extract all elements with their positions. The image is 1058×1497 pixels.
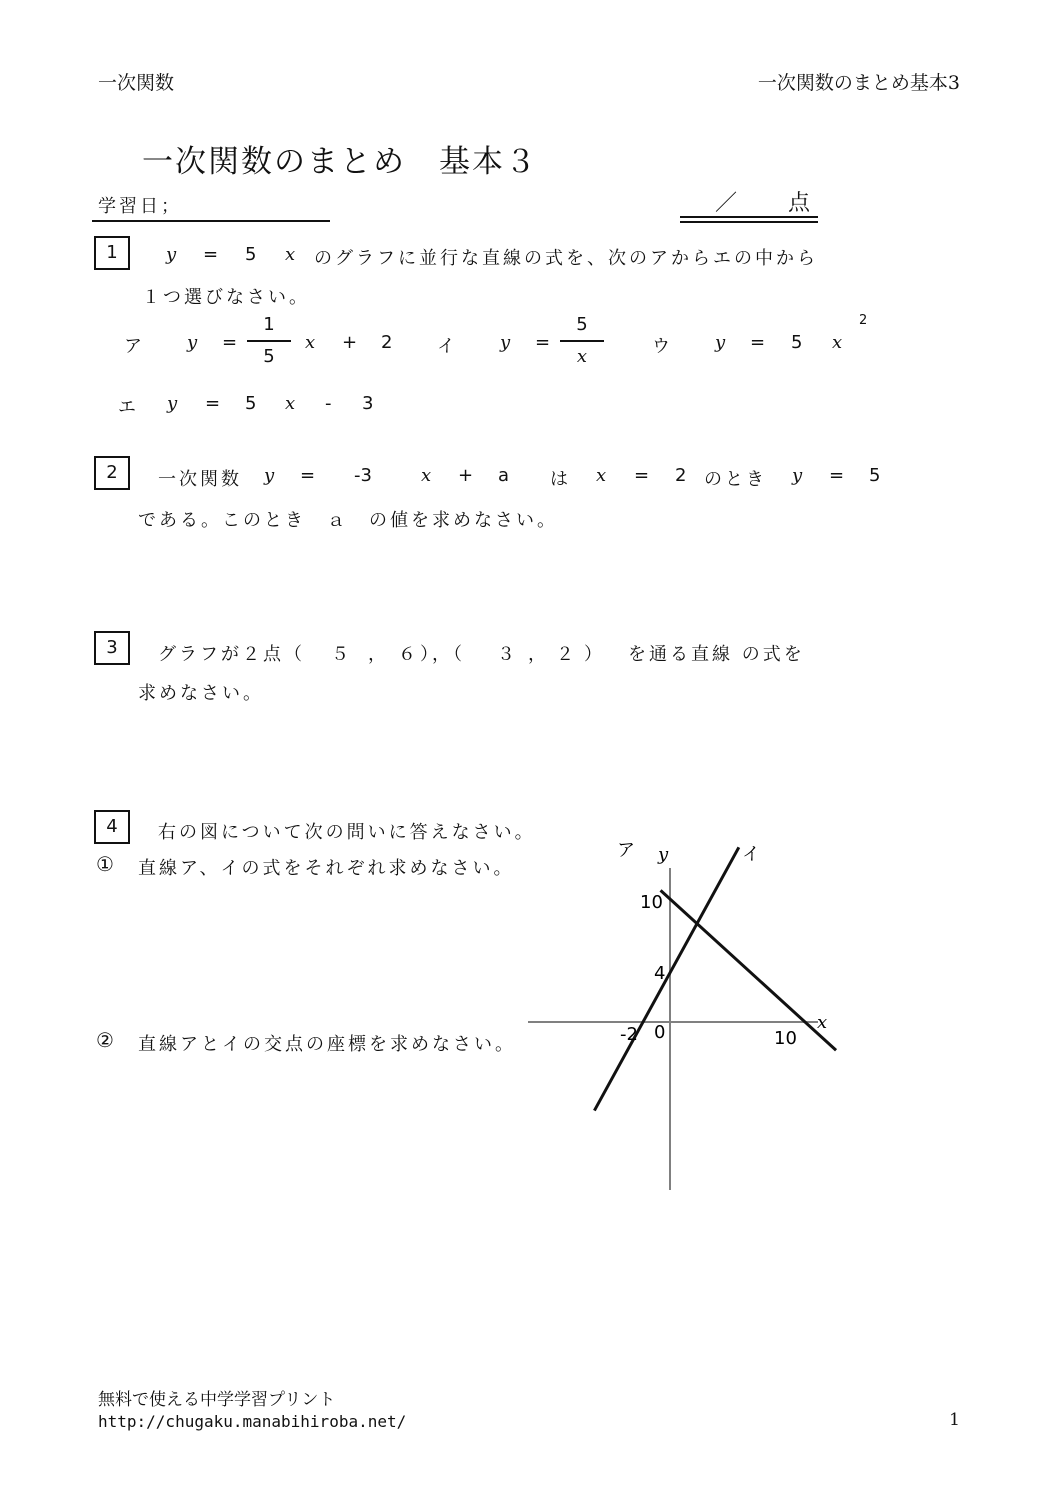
tick-x-10: 10 (774, 1028, 797, 1049)
question-4-number: 4 (94, 810, 130, 844)
line-a (661, 890, 837, 1050)
q4-sub1-text: 直線ア、イの式をそれぞれ求めなさい。 (138, 858, 515, 879)
q2-x2: x (596, 465, 607, 486)
option-u-label: ウ (652, 336, 673, 357)
score-line-2 (680, 221, 818, 223)
footer-url[interactable]: http://chugaku.manabihiroba.net/ (98, 1412, 407, 1431)
q2-y-value: 5 (869, 465, 881, 486)
tick-y-4: 4 (654, 963, 666, 984)
score-unit: 点 (788, 191, 811, 216)
option-a-fraction (247, 313, 291, 369)
option-a-y: y (187, 332, 198, 353)
q3-p2-y: ２ (556, 644, 574, 665)
option-e-constant: 3 (362, 393, 374, 414)
q4-sub2-mark: ② (96, 1028, 114, 1052)
q2-equals2: = (634, 465, 650, 486)
question-1-number: 1 (94, 236, 130, 270)
q2-label: 一次関数 (158, 469, 242, 490)
q3-p1-y: ６ (398, 644, 416, 665)
q2-x-value: 2 (675, 465, 687, 486)
q3-text-b: を通る直線 の式を (628, 644, 805, 665)
option-u-x: x (832, 332, 843, 353)
tick-x-minus-2: -2 (620, 1024, 638, 1045)
q3-text-a: グラフが２点（ (158, 644, 305, 665)
option-i-equals: = (535, 332, 551, 353)
q2-text-line2: である。このとき ａ の値を求めなさい。 (138, 510, 558, 531)
q2-y: y (264, 465, 275, 486)
tick-y-10: 10 (640, 892, 663, 913)
q1-text-line2: １つ選びなさい。 (142, 287, 310, 308)
option-u-exponent: 2 (859, 313, 868, 328)
option-a-numerator: 1 (263, 314, 275, 335)
q3-close: ） (584, 644, 602, 665)
header-left: 一次関数 (98, 72, 175, 94)
origin-label: 0 (654, 1022, 666, 1043)
q3-comma1: ， (368, 644, 386, 665)
q3-p2-x: ３ (497, 644, 515, 665)
option-e-y: y (167, 393, 178, 414)
q3-text-line2: 求めなさい。 (138, 683, 264, 704)
line-a-label: ア (617, 840, 635, 861)
x-axis-label: x (817, 1012, 828, 1033)
q2-equals: = (300, 465, 316, 486)
q3-comma2: ， (528, 644, 546, 665)
q4-sub2-text: 直線アとイの交点の座標を求めなさい。 (138, 1034, 516, 1055)
option-i-y: y (500, 332, 511, 353)
q2-plus: + (458, 465, 474, 486)
option-u-equals: = (750, 332, 766, 353)
option-i-numerator: 5 (576, 314, 588, 335)
option-i-denominator: x (576, 346, 588, 367)
option-i-fraction (560, 313, 604, 369)
option-a-constant: 2 (381, 332, 393, 353)
q2-x: x (421, 465, 432, 486)
header-right: 一次関数のまとめ基本3 (757, 72, 960, 94)
q2-wa: は (550, 469, 571, 490)
option-e-coef: 5 (245, 393, 257, 414)
q1-eq-y: y (166, 244, 177, 265)
line-i-label: イ (742, 844, 760, 865)
q2-notoki: のとき (704, 469, 767, 490)
question-2-number: 2 (94, 456, 130, 490)
graph (520, 830, 850, 1200)
option-e-x: x (285, 393, 296, 414)
option-a-plus: + (342, 332, 358, 353)
option-a-denominator: 5 (263, 346, 275, 367)
q1-eq-coef: 5 (245, 244, 257, 265)
option-u-coef: 5 (791, 332, 803, 353)
q2-y2: y (792, 465, 803, 486)
line-i (594, 847, 738, 1110)
q1-eq-equals: = (203, 244, 219, 265)
q1-eq-x: x (285, 244, 296, 265)
option-a-fraction-bar (247, 340, 291, 342)
q3-mid: ），（ (420, 644, 465, 665)
footer-line1: 無料で使える中学学習プリント (98, 1390, 336, 1410)
q2-coef: -3 (354, 465, 372, 486)
question-3-number: 3 (94, 631, 130, 665)
option-a-label: ア (124, 336, 145, 357)
option-e-minus: - (325, 393, 332, 414)
option-a-equals: = (222, 332, 238, 353)
q2-equals3: = (829, 465, 845, 486)
page-title: 一次関数のまとめ 基本３ (142, 144, 538, 180)
page-number: 1 (949, 1410, 960, 1430)
option-u-y: y (715, 332, 726, 353)
q1-text-line1: のグラフに並行な直線の式を、次のアからエの中から (314, 248, 818, 269)
option-e-equals: = (205, 393, 221, 414)
option-i-fraction-bar (560, 340, 604, 342)
option-i-label: イ (437, 336, 458, 357)
y-axis-label: y (658, 844, 669, 865)
study-date-underline (92, 220, 330, 222)
q4-sub1-mark: ① (96, 852, 114, 876)
q3-p1-x: ５ (331, 644, 349, 665)
q4-text: 右の図について次の問いに答えなさい。 (158, 822, 536, 843)
option-a-x: x (305, 332, 316, 353)
q2-a: a (498, 465, 510, 486)
option-e-label: エ (118, 397, 139, 418)
score-slash: ／ (715, 191, 738, 216)
study-date-label: 学習日； (98, 196, 182, 217)
score-line-1 (680, 216, 818, 218)
